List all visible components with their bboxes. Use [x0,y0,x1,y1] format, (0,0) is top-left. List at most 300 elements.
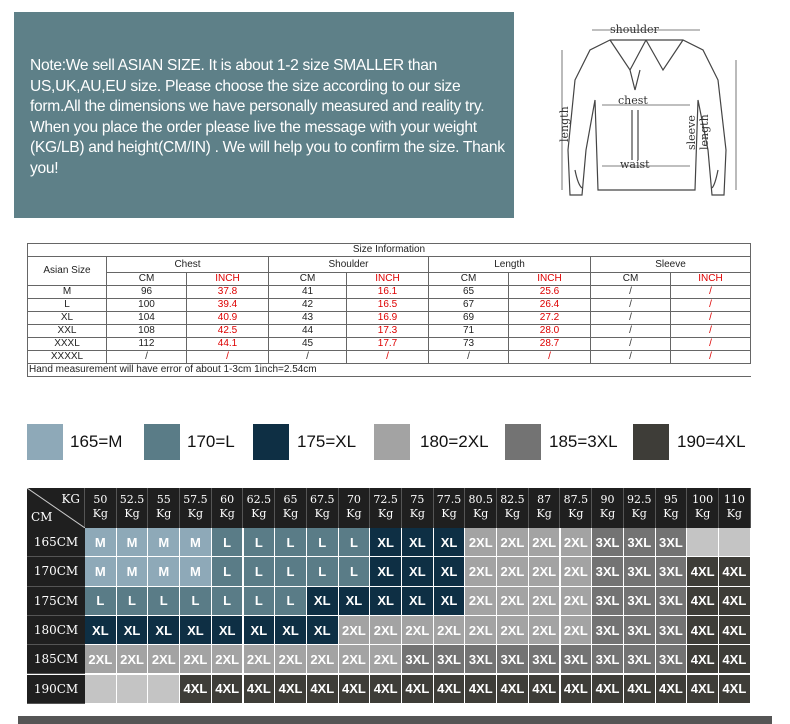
size-value: 40.9 [187,312,269,325]
size-cell: 3XL [624,616,656,645]
legend-swatch [253,424,289,460]
weight-value: 80.5 [468,493,493,506]
weight-value: 57.5 [183,493,208,506]
size-cell: 3XL [656,528,688,557]
size-cell: 4XL [719,645,751,674]
weight-unit: Kg [568,507,584,520]
weight-height-size-grid [27,488,751,704]
size-cell: 4XL [529,675,561,704]
size-cell: L [275,587,307,616]
size-cell: 2XL [244,645,276,674]
size-row [28,299,751,312]
weight-unit: Kg [156,507,172,520]
size-cell: 2XL [561,557,593,586]
size-row [28,286,751,299]
size-value: 44 [269,325,347,338]
size-value: / [591,286,671,299]
size-cell: 2XL [370,616,402,645]
size-cell: 2XL [275,645,307,674]
size-cell: 2XL [117,645,149,674]
size-label: XXXL [28,338,107,351]
size-cell: 2XL [497,557,529,586]
legend-label: 165=M [70,432,123,451]
size-cell: 3XL [561,645,593,674]
size-cell: XL [434,557,466,586]
size-cell: 2XL [402,616,434,645]
size-value: / [671,338,751,351]
size-value: / [591,351,671,364]
size-cell: 2XL [307,645,339,674]
size-value: / [671,299,751,312]
unit-inch: INCH [347,273,429,286]
cm-label: CM [31,510,53,524]
size-note: Note:We sell ASIAN SIZE. It is about 1-2 size SMALLER than US,UK,AU,EU size. Please choose the size according to our size form.All the dimensions we have personally measured and reality try. When you place the order please live the message with your weight (KG/LB) and height(CM/IN) . We will help you to confirm the size. Thank you! [30,57,505,177]
size-cell: 4XL [434,675,466,704]
weight-unit: Kg [631,507,647,520]
size-cell: M [148,528,180,557]
grid-header [27,488,751,528]
size-cell: L [85,587,117,616]
size-label: M [28,286,107,299]
size-value: 16.9 [347,312,429,325]
weight-value: 110 [723,493,745,506]
size-cell: 4XL [370,675,402,704]
size-cell: M [180,528,212,557]
size-cell: 2XL [148,645,180,674]
size-value: / [591,312,671,325]
size-cell: 2XL [465,528,497,557]
legend-label: 170=L [187,432,235,451]
size-cell: XL [148,616,180,645]
size-cell: 2XL [339,645,371,674]
height-label: 185CM [27,645,85,674]
empty-cell [687,528,719,557]
weight-header [624,488,656,528]
label-shoulder: shoulder [610,23,659,36]
shirt-diagram-icon [540,10,780,215]
weight-header [212,488,244,528]
size-cell: M [148,557,180,586]
weight-unit: Kg [314,507,330,520]
svg-text:sleeve [685,115,698,150]
weight-header [687,488,719,528]
weight-value: 100 [692,493,714,506]
size-value: / [187,351,269,364]
weight-unit: Kg [504,507,521,520]
size-cell: L [212,557,244,586]
empty-cell [719,528,751,557]
weight-value: 62.5 [246,493,272,506]
size-value: 39.4 [187,299,269,312]
svg-text:length [558,106,571,142]
size-cell: XL [402,528,434,557]
size-value: 42.5 [187,325,269,338]
bottom-divider [18,716,772,724]
size-cell: L [275,528,307,557]
size-value: / [591,338,671,351]
sleeve-header: Sleeve [591,257,751,273]
size-row [28,351,751,364]
svg-text:shoulder [610,23,660,36]
size-cell: 3XL [656,616,688,645]
weight-header [180,488,212,528]
size-value: 17.3 [347,325,429,338]
svg-text:length [698,114,711,150]
weight-header [434,488,466,528]
legend-swatch [27,424,63,460]
svg-text:waist [620,158,650,171]
size-cell: 2XL [180,645,212,674]
weight-header [307,488,339,528]
empty-cell [148,675,180,704]
size-cell: 4XL [497,675,529,704]
size-value: 28.0 [509,325,591,338]
size-value: 43 [269,312,347,325]
size-cell: 2XL [561,587,593,616]
note-panel [14,12,514,218]
weight-value: 65 [283,493,298,506]
weight-unit: Kg [124,507,140,520]
size-cell: L [244,528,276,557]
size-value: 37.8 [187,286,269,299]
size-cell: XL [244,616,276,645]
size-cell: L [244,587,276,616]
weight-unit: Kg [536,507,552,520]
weight-value: 75 [410,493,425,506]
size-cell: L [212,587,244,616]
size-cell: 3XL [656,645,688,674]
legend-swatch [144,424,180,460]
size-value: / [671,351,751,364]
size-cell: 3XL [434,645,466,674]
weight-header [465,488,497,528]
weight-unit: Kg [695,507,711,520]
size-cell: 4XL [180,675,212,704]
size-cell: L [307,528,339,557]
size-value: 45 [269,338,347,351]
weight-value: 50 [93,493,108,506]
size-cell: 3XL [465,645,497,674]
size-cell: XL [85,616,117,645]
size-cell: 3XL [497,645,529,674]
weight-value: 55 [156,493,171,506]
size-value: / [269,351,347,364]
size-info-title: Size Information [28,244,751,257]
size-cell: 3XL [592,645,624,674]
height-label: 165CM [27,528,85,557]
size-cell: L [244,557,276,586]
size-cell: 3XL [592,587,624,616]
size-value: / [347,351,429,364]
size-value: 27.2 [509,312,591,325]
weight-value: 77.5 [436,493,462,506]
size-cell: 2XL [339,616,371,645]
length-header: Length [429,257,591,273]
size-label: L [28,299,107,312]
unit-inch: INCH [187,273,269,286]
size-cell: 3XL [656,587,688,616]
weight-unit: Kg [187,507,204,520]
size-cell: 2XL [465,557,497,586]
weight-value: 87 [537,493,552,506]
size-cell: XL [402,587,434,616]
weight-header [275,488,307,528]
chest-header: Chest [107,257,269,273]
unit-cm: CM [429,273,509,286]
unit-cm: CM [107,273,187,286]
unit-inch: INCH [671,273,751,286]
size-cell: 3XL [624,528,656,557]
size-cell: XL [370,587,402,616]
weight-value: 52.5 [119,493,145,506]
weight-header [148,488,180,528]
size-legend [0,424,790,460]
size-cell: 4XL [307,675,339,704]
size-info-table [27,243,751,377]
height-label: 190CM [27,675,85,704]
size-cell: XL [339,587,371,616]
size-cell: 2XL [529,587,561,616]
height-label: 175CM [27,587,85,616]
size-value: / [429,351,509,364]
weight-unit: Kg [251,507,267,520]
size-cell: 2XL [370,645,402,674]
size-value: 16.5 [347,299,429,312]
size-cell: XL [434,587,466,616]
size-value: 26.4 [509,299,591,312]
size-cell: 4XL [465,675,497,704]
size-value: / [671,312,751,325]
weight-unit: Kg [599,507,616,520]
size-cell: 4XL [719,616,751,645]
size-cell: L [212,528,244,557]
weight-unit: Kg [346,507,362,520]
size-cell: 2XL [465,616,497,645]
size-cell: 4XL [687,557,719,586]
size-cell: 3XL [402,645,434,674]
size-value: 71 [429,325,509,338]
size-cell: 3XL [529,645,561,674]
size-value: 100 [107,299,187,312]
size-cell: L [148,587,180,616]
size-cell: 4XL [719,557,751,586]
size-cell: XL [370,528,402,557]
size-cell: XL [275,616,307,645]
size-cell: 4XL [592,675,624,704]
height-label: 170CM [27,557,85,586]
svg-text:chest [618,94,648,107]
size-cell: 3XL [592,616,624,645]
weight-value: 60 [220,493,235,506]
size-cell: XL [402,557,434,586]
size-cell: L [307,557,339,586]
size-cell: 4XL [212,675,244,704]
size-cell: XL [434,528,466,557]
size-cell: 2XL [529,528,561,557]
size-value: 108 [107,325,187,338]
size-cell: M [85,528,117,557]
size-cell: 2XL [85,645,117,674]
size-value: 17.7 [347,338,429,351]
size-value: 69 [429,312,509,325]
size-value: / [107,351,187,364]
label-sleeve: sleeve [685,115,698,150]
size-cell: 3XL [624,557,656,586]
weight-header [656,488,688,528]
weight-header [370,488,402,528]
size-cell: 2XL [497,616,529,645]
weight-unit: Kg [726,507,742,520]
size-cell: 4XL [687,587,719,616]
unit-cm: CM [269,273,347,286]
empty-cell [117,675,149,704]
weight-header [85,488,117,528]
weight-value: 67.5 [309,493,335,506]
size-cell: 2XL [561,616,593,645]
size-cell: 2XL [529,557,561,586]
legend-swatch [505,424,541,460]
size-cell: 2XL [465,587,497,616]
size-cell: 3XL [624,645,656,674]
size-cell: L [339,557,371,586]
size-cell: 3XL [592,557,624,586]
size-label: XL [28,312,107,325]
size-footnote: Hand measurement will have error of about 1-3cm 1inch=2.54cm [28,364,751,377]
size-cell: 2XL [497,587,529,616]
size-row [28,312,751,325]
unit-cm: CM [591,273,671,286]
weight-header [339,488,371,528]
label-length: length [558,106,571,142]
size-value: 41 [269,286,347,299]
weight-value: 90 [600,493,615,506]
size-cell: XL [117,616,149,645]
size-cell: 4XL [244,675,276,704]
asian-size-header: Asian Size [28,257,107,286]
size-value: / [509,351,591,364]
weight-header [497,488,529,528]
weight-header [402,488,434,528]
weight-unit: Kg [282,507,299,520]
weight-unit: Kg [378,507,394,520]
legend-label: 185=3XL [549,432,618,451]
size-cell: 4XL [719,587,751,616]
size-cell: L [339,528,371,557]
weight-header [117,488,149,528]
size-cell: 2XL [434,616,466,645]
legend-swatch [633,424,669,460]
size-value: / [671,325,751,338]
size-cell: 3XL [656,557,688,586]
size-cell: L [180,587,212,616]
grid-corner [27,488,85,528]
size-cell: 4XL [402,675,434,704]
size-value: 25.6 [509,286,591,299]
weight-value: 87.5 [563,493,589,506]
size-cell: 4XL [624,675,656,704]
size-value: 42 [269,299,347,312]
weight-header [719,488,751,528]
weight-unit: Kg [473,507,489,520]
kg-label: KG [61,492,80,506]
weight-value: 95 [663,493,678,506]
size-value: 16.1 [347,286,429,299]
size-value: / [591,325,671,338]
weight-unit: Kg [92,507,108,520]
size-cell: 4XL [656,675,688,704]
size-cell: XL [212,616,244,645]
weight-header [529,488,561,528]
size-value: / [671,286,751,299]
label-waist: waist [620,158,650,171]
size-cell: 4XL [687,616,719,645]
size-value: 104 [107,312,187,325]
size-cell: 4XL [687,675,719,704]
size-cell: M [117,528,149,557]
size-row [28,338,751,351]
size-cell: 2XL [561,528,593,557]
size-cell: L [275,557,307,586]
empty-cell [85,675,117,704]
weight-value: 70 [346,493,361,506]
size-value: 96 [107,286,187,299]
weight-value: 82.5 [500,493,525,506]
size-cell: 4XL [561,675,593,704]
size-cell: XL [307,616,339,645]
size-cell: XL [307,587,339,616]
legend-label: 175=XL [297,432,357,451]
size-cell: XL [370,557,402,586]
weight-header [244,488,276,528]
legend-label: 180=2XL [420,432,489,451]
size-value: 73 [429,338,509,351]
weight-unit: Kg [663,507,679,520]
size-cell: M [180,557,212,586]
size-value: / [591,299,671,312]
size-value: 112 [107,338,187,351]
label-sleeve-length: length [698,114,711,150]
unit-inch: INCH [509,273,591,286]
weight-unit: Kg [409,507,425,520]
label-chest: chest [618,94,648,107]
size-cell: 4XL [339,675,371,704]
height-label: 180CM [27,616,85,645]
size-row [28,325,751,338]
size-cell: 3XL [592,528,624,557]
weight-unit: Kg [219,507,235,520]
size-cell: 2XL [212,645,244,674]
size-cell: M [85,557,117,586]
size-cell: 4XL [687,645,719,674]
size-label: XXL [28,325,107,338]
size-cell: 4XL [275,675,307,704]
size-cell: 2XL [529,616,561,645]
size-cell: XL [180,616,212,645]
shoulder-header: Shoulder [269,257,429,273]
legend-swatch [374,424,410,460]
size-cell: L [117,587,149,616]
size-value: 65 [429,286,509,299]
size-label: XXXXL [28,351,107,364]
size-cell: 3XL [624,587,656,616]
size-cell: M [117,557,149,586]
weight-value: 72.5 [373,493,398,506]
size-cell: 2XL [497,528,529,557]
weight-header [561,488,593,528]
weight-value: 92.5 [626,493,652,506]
size-value: 67 [429,299,509,312]
size-value: 44.1 [187,338,269,351]
